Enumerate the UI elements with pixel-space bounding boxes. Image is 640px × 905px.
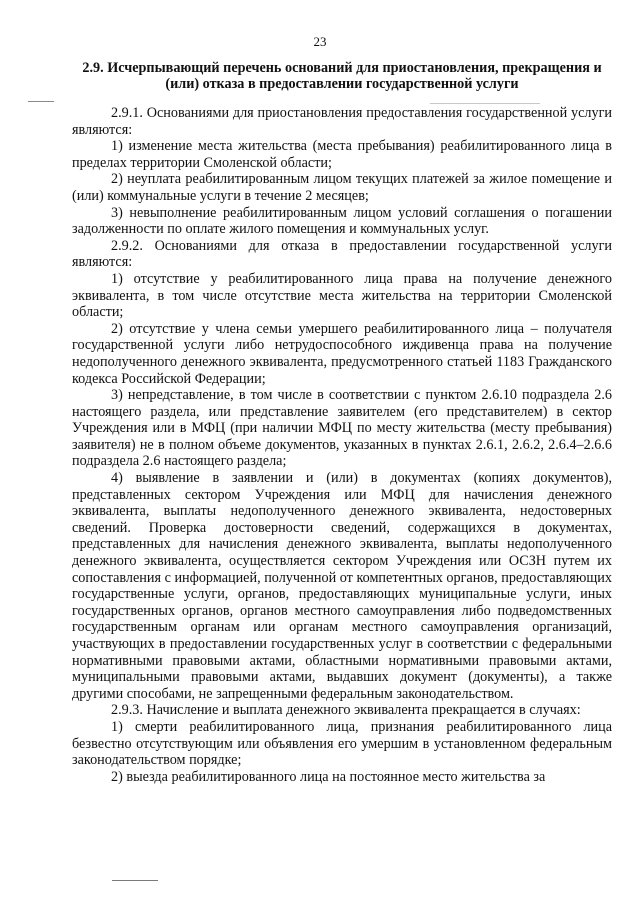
paragraph: 2.9.2. Основаниями для отказа в предоставлении государственной услуги являются: [72,237,612,271]
page-number: 23 [313,34,327,49]
paragraph: 2.9.1. Основаниями для приостановления предоставления государственной услуги являются: [72,105,612,138]
paragraph: 2) отсутствие у члена семьи умершего реабилитированного лица – получателя государственной услуги либо нетрудоспособного иждивенца права на получение недополученного денежного эквивалента, предусмотренного статьей 1183 Гражданского кодекса Российской Федерации; [72,320,612,387]
scan-artifact-mark [430,103,540,104]
scan-artifact-mark [28,101,54,102]
paragraph: 3) непредставление, в том числе в соответствии с пунктом 2.6.10 подраздела 2.6 настоящего раздела, или представление заявителем (его представителем) в сектор Учреждения или в МФЦ (при наличии МФЦ по месту жительства (месту пребывания) заявителя) не в полном объеме документов, указанных в пунктах 2.6.1, 2.6.2, 2.6.4–2.6.6 подраздела 2.6 настоящего раздела; [72,387,612,470]
paragraph: 2.9.3. Начисление и выплата денежного эквивалента прекращается в случаях: [111,702,581,719]
paragraph: 1) смерти реабилитированного лица, признания реабилитированного лица безвестно отсутствующим или объявления его умершим в установленном федеральным законодательством порядке; [72,718,612,769]
section-heading: 2.9. Исчерпывающий перечень оснований для приостановления, прекращения и (или) отказа в предоставлении государственной услуги [82,60,602,92]
paragraph: 4) выявление в заявлении и (или) в документах (копиях документов), представленных сектором Учреждения или МФЦ для начисления денежного эквивалента, выплаты недополученного денежного эквивалента, недостоверных сведений. Проверка достоверности сведений, содержащихся в документах, представленных для начисления денежного эквивалента, выплаты недополученного денежного эквивалента, осуществляется сектором Учреждения или ОСЗН путем их сопоставления с информацией, полученной от компетентных органов, предоставляющих государственные услуги, органов, предоставляющих муниципальные услуги, иных государственных органов, органов местного самоуправления либо подведомственных государственным органам или органам местного самоуправления организаций, участвующих в предоставлении государственных услуг в соответствии с федеральными нормативными правовыми актами, областными нормативными правовыми актами, муниципальными правовыми актами, выдавших документ (документы), а также другими способами, не запрещенными федеральным законодательством. [72,470,612,702]
paragraph: 2) неуплата реабилитированным лицом текущих платежей за жилое помещение и (или) коммунальные услуги в течение 2 месяцев; [72,171,612,204]
paragraph: 1) изменение места жительства (места пребывания) реабилитированного лица в пределах территории Смоленской области; [72,138,612,171]
document-body [72,105,612,785]
paragraph: 2) выезда реабилитированного лица на постоянное место жительства за [111,768,546,785]
paragraph: 1) отсутствие у реабилитированного лица права на получение денежного эквивалента, в том числе отсутствие места жительства на территории Смоленской области; [72,270,612,321]
paragraph: 3) невыполнение реабилитированным лицом условий соглашения о погашении задолженности по оплате жилого помещения и коммунальных услуг. [72,204,612,238]
footer-divider [112,880,158,881]
